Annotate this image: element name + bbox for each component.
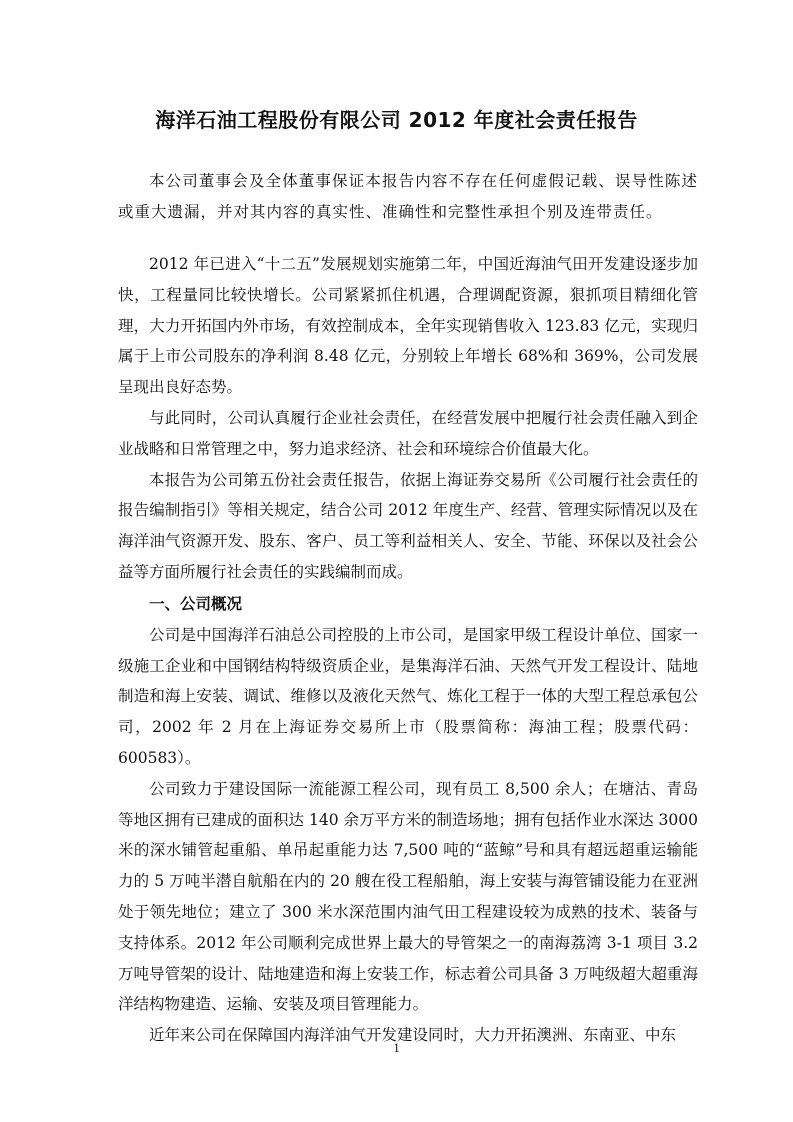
intro-paragraph: 与此同时，公司认真履行企业社会责任，在经营发展中把履行社会责任融入到企业战略和日常管理之中，努力追求经济、社会和环境综合价值最大化。: [118, 408, 698, 458]
intro-section: [118, 249, 698, 588]
body-paragraph: 近年来公司在保障国内海洋油气开发建设同时，大力开拓澳洲、东南亚、中东: [149, 1026, 677, 1045]
report-title: 海洋石油工程股份有限公司 2012 年度社会责任报告: [155, 108, 638, 132]
section-heading: 一、公司概况: [149, 595, 243, 613]
company-overview-section: [118, 589, 698, 1051]
body-paragraph: 公司致力于建设国际一流能源工程公司，现有员工 8,500 余人；在塘沽、青岛等地区拥有已建成的面积达 140 余万平方米的制造场地；拥有包括作业水深达 3000米的深水铺管起重船、单吊起重能力达 7,500 吨的“蓝鲸”号和具有超远超重运输能力的 5 万吨半潜自航船在内的 20 艘在役工程船舶，海上安装与海管铺设能力在亚洲处于领先地位；建立了 300 米水深范围内油气田工程建设较为成熟的技术、装备与支持体系。2012 年公司顺利完成世界上最大的导管架之一的南海荔湾 3-1 项目 3.2 万吨导管架的设计、陆地建造和海上安装工作，标志着公司具备 3 万吨级超大超重海洋结构物建造、运输、安装及项目管理能力。: [118, 779, 698, 1014]
intro-paragraph: 2012 年已进入“十二五”发展规划实施第二年，中国近海油气田开发建设逐步加快，工程量同比较快增长。公司紧紧抓住机遇，合理调配资源，狠抓项目精细化管理，大力开拓国内外市场，有效控制成本，全年实现销售收入 123.83 亿元，实现归属于上市公司股东的净利润 8.48 亿元，分别较上年增长 68%和 369%，公司发展呈现出良好态势。: [118, 255, 698, 397]
statement-paragraph: 本公司董事会及全体董事保证本报告内容不存在任何虚假记载、误导性陈述或重大遗漏，并对其内容的真实性、准确性和完整性承担个别及连带责任。: [118, 172, 698, 221]
page-number: 1: [393, 1040, 400, 1055]
body-paragraph: 公司是中国海洋石油总公司控股的上市公司，是国家甲级工程设计单位、国家一级施工企业和中国钢结构特级资质企业，是集海洋石油、天然气开发工程设计、陆地制造和海上安装、调试、维修以及液化天然气、炼化工程于一体的大型工程总承包公司，2002 年 2 月在上海证券交易所上市（股票简称：海油工程；股票代码：600583）。: [118, 625, 698, 767]
intro-paragraph: 本报告为公司第五份社会责任报告，依据上海证券交易所《公司履行社会责任的报告编制指引》等相关规定，结合公司 2012 年度生产、经营、管理实际情况以及在海洋油气资源开发、股东、客户、员工等利益相关人、安全、节能、环保以及社会公益等方面所履行社会责任的实践编制而成。: [118, 470, 698, 581]
board-statement: [118, 166, 698, 228]
